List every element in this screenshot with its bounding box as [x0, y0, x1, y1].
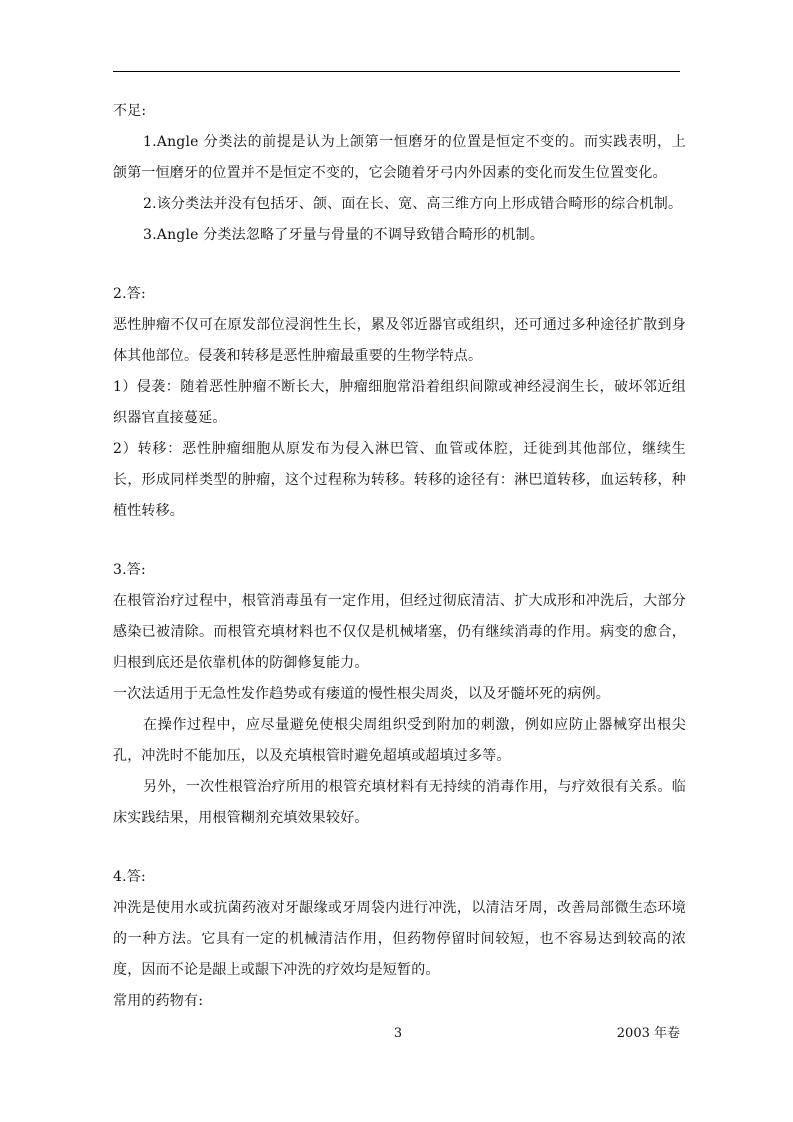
section-gap: [113, 527, 686, 555]
page-number: 3: [393, 1026, 403, 1041]
q2-heading: 2.答:: [113, 286, 146, 302]
q2-point-invasion: 1）侵袭：随着恶性肿瘤不断长大，肿瘤细胞常沿着组织间隙或神经浸润生长，破坏邻近组织器官直接蔓延。: [113, 379, 686, 426]
q2-point-metastasis: 2）转移：恶性肿瘤细胞从原发布为侵入淋巴管、血管或体腔，迁徙到其他部位，继续生长，形成同样类型的肿瘤，这个过程称为转移。转移的途径有：淋巴道转移，血运转移，种植性转移。: [113, 441, 686, 519]
q3-para-2: 一次法适用于无急性发作趋势或有瘘道的慢性根尖周炎，以及牙髓坏死的病例。: [113, 686, 610, 702]
deficiency-heading: 不足:: [113, 103, 147, 119]
q3-para-1: 在根管治疗过程中，根管消毒虽有一定作用，但经过彻底清洁、扩大成形和冲洗后，大部分感染已被清除。而根管充填材料也不仅仅是机械堵塞，仍有继续消毒的作用。病变的愈合，归根到底还是依靠机体的防御修复能力。: [113, 593, 686, 671]
section-gap: [113, 834, 686, 862]
header-rule: [113, 71, 680, 72]
q4-para-1: 冲洗是使用水或抗菌药液对牙龈缘或牙周袋内进行冲洗，以清洁牙周，改善局部微生态环境的一种方法。它具有一定的机械清洁作用，但药物停留时间较短，也不容易达到较高的浓度，因而不论是龈上或龈下冲洗的疗效均是短暂的。: [113, 900, 686, 978]
footer-year-label: 2003 年卷: [616, 1026, 680, 1041]
q3-heading: 3.答:: [113, 562, 146, 578]
q4-heading: 4.答:: [113, 869, 146, 885]
deficiency-item-3: 3.Angle 分类法忽略了牙量与骨量的不调导致错合畸形的机制。: [143, 227, 545, 243]
q3-para-4: 另外，一次性根管治疗所用的根管充填材料有无持续的消毒作用，与疗效很有关系。临床实践结果，用根管糊剂充填效果较好。: [113, 779, 686, 826]
deficiency-item-1: 1.Angle 分类法的前提是认为上颌第一恒磨牙的位置是恒定不变的。而实践表明，上颌第一恒磨牙的位置并不是恒定不变的，它会随着牙弓内外因素的变化而发生位置变化。: [113, 134, 686, 181]
q4-para-2: 常用的药物有:: [113, 993, 204, 1009]
section-gap: [113, 251, 686, 279]
q3-para-3: 在操作过程中，应尽量避免使根尖周组织受到附加的刺激，例如应防止器械穿出根尖孔，冲洗时不能加压，以及充填根管时避免超填或超填过多等。: [113, 717, 686, 764]
q2-intro: 恶性肿瘤不仅可在原发部位浸润性生长，累及邻近器官或组织，还可通过多种途径扩散到身体其他部位。侵袭和转移是恶性肿瘤最重要的生物学特点。: [113, 317, 686, 364]
page-content: [113, 96, 686, 1017]
deficiency-item-2: 2.该分类法并没有包括牙、颌、面在长、宽、高三维方向上形成错合畸形的综合机制。: [143, 196, 683, 212]
